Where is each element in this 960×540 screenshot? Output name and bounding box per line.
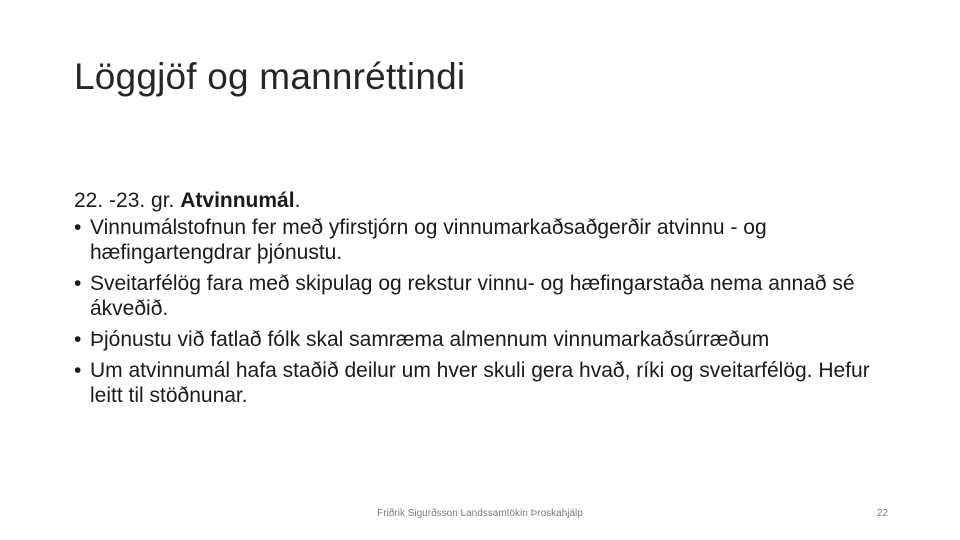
bullet-dot-icon: • [74,359,82,382]
bullet-item [74,327,904,352]
section-heading-suffix: . [294,189,301,212]
slide-body [74,188,904,414]
bullet-item [74,358,904,408]
bullet-text: Þjónustu við fatlað fólk skal samræma almennum vinnumarkaðsúrræðum [90,328,770,351]
bullet-dot-icon: • [74,216,82,239]
bullet-dot-icon: • [74,272,82,295]
bullet-text: Um atvinnumál hafa staðið deilur um hver skuli gera hvað, ríki og sveitarfélög. Hefur leitt til stöðnunar. [90,359,870,407]
footer-text: Friðrik Sigurðsson Landssamtökin Þroskahjálp [377,508,583,519]
bullet-text: Sveitarfélög fara með skipulag og rekstur vinnu- og hæfingarstaða nema annað sé ákveðið. [90,272,855,320]
page-number: 22 [876,508,888,519]
bullet-item [74,271,904,321]
slide-title: Löggjöf og mannréttindi [74,56,466,97]
section-heading-bold: Atvinnumál [180,189,295,212]
bullet-list [74,215,904,408]
bullet-text: Vinnumálstofnun fer með yfirstjórn og vinnumarkaðsaðgerðir atvinnu - og hæfingartengdrar þjónustu. [90,216,767,264]
section-heading [74,188,904,213]
bullet-dot-icon: • [74,328,82,351]
bullet-item [74,215,904,265]
section-heading-prefix: 22. -23. gr. [74,189,181,212]
